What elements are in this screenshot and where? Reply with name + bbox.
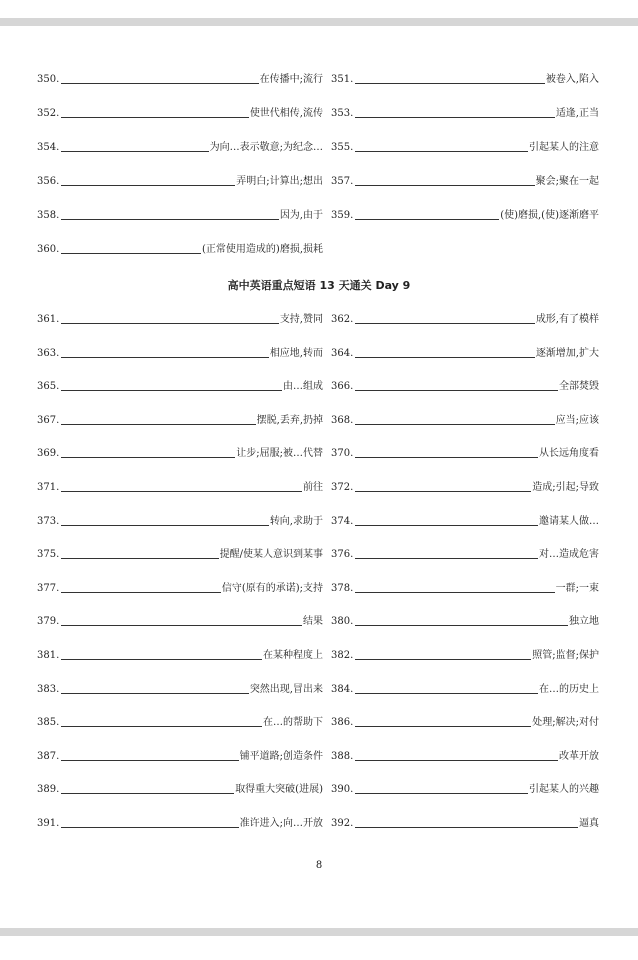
answer-blank-line[interactable] — [355, 726, 531, 727]
item-meaning: 照管;监督;保护 — [532, 650, 599, 661]
item-meaning: 逼真 — [579, 818, 599, 829]
item-number: 389. — [37, 784, 60, 796]
phrase-item — [331, 713, 599, 733]
answer-blank-line[interactable] — [61, 827, 239, 828]
item-number: 382. — [331, 650, 354, 661]
item-meaning: 聚会;聚在一起 — [535, 176, 599, 187]
item-meaning: 一群;一束 — [555, 582, 599, 594]
answer-blank-line[interactable] — [355, 151, 528, 152]
item-number: 379. — [37, 616, 60, 628]
item-meaning: 摆脱,丢弃,扔掉 — [256, 414, 323, 426]
answer-blank-line[interactable] — [355, 323, 535, 324]
item-meaning: 取得重大突破(进展) — [235, 784, 323, 796]
item-number: 364. — [331, 347, 354, 359]
item-number: 354. — [37, 142, 60, 153]
phrase-item — [331, 310, 599, 330]
phrase-item — [331, 70, 599, 90]
item-meaning: 让步;屈服;被…代替 — [236, 448, 323, 460]
answer-blank-line[interactable] — [355, 357, 535, 358]
answer-blank-line[interactable] — [355, 457, 538, 458]
item-meaning: 应当;应该 — [555, 414, 599, 426]
item-number: 350. — [37, 74, 60, 85]
answer-blank-line[interactable] — [355, 592, 555, 593]
phrase-item — [331, 545, 599, 565]
item-meaning: 因为,由于 — [279, 210, 323, 221]
phrase-item — [37, 713, 323, 733]
item-number: 383. — [37, 683, 60, 695]
phrase-item — [37, 138, 323, 158]
item-number: 385. — [37, 717, 60, 729]
answer-blank-line[interactable] — [61, 219, 279, 220]
answer-blank-line[interactable] — [355, 185, 535, 186]
answer-blank-line[interactable] — [355, 491, 531, 492]
item-meaning: 前往 — [303, 482, 323, 493]
item-number: 357. — [331, 176, 354, 187]
item-meaning: 被卷入,陷入 — [545, 74, 599, 85]
answer-blank-line[interactable] — [61, 151, 209, 152]
phrase-item — [37, 344, 323, 364]
item-meaning: 转向,求助于 — [269, 515, 323, 527]
answer-blank-line[interactable] — [61, 357, 269, 358]
phrase-item — [37, 579, 323, 599]
answer-blank-line[interactable] — [355, 693, 538, 694]
item-meaning: 引起某人的注意 — [529, 142, 599, 153]
phrase-item — [37, 310, 323, 330]
answer-blank-line[interactable] — [61, 185, 235, 186]
phrase-item — [37, 747, 323, 767]
item-number: 369. — [37, 448, 60, 460]
bottom-border-bar — [0, 928, 638, 936]
item-meaning: 由…组成 — [283, 381, 323, 393]
item-meaning: (使)磨损,(使)逐渐磨平 — [500, 210, 599, 221]
item-meaning: 为向…表示敬意;为纪念… — [209, 142, 323, 153]
item-meaning: 独立地 — [569, 616, 599, 628]
page-number: 8 — [315, 860, 323, 871]
item-number: 378. — [331, 582, 354, 594]
item-number: 358. — [37, 210, 60, 221]
item-meaning: 邀请某人做… — [539, 515, 599, 527]
item-number: 373. — [37, 515, 60, 527]
item-meaning: 信守(原有的承诺);支持 — [221, 582, 323, 594]
phrase-item — [37, 70, 323, 90]
answer-blank-line[interactable] — [61, 424, 256, 425]
phrase-item — [37, 478, 323, 498]
item-number: 368. — [331, 414, 354, 426]
item-number: 384. — [331, 683, 354, 695]
phrase-item — [331, 344, 599, 364]
answer-blank-line[interactable] — [355, 558, 538, 559]
phrase-item — [37, 545, 323, 565]
item-number: 377. — [37, 582, 60, 594]
phrase-item — [331, 206, 599, 226]
answer-blank-line[interactable] — [61, 659, 262, 660]
answer-blank-line[interactable] — [61, 793, 234, 794]
item-number: 356. — [37, 176, 60, 187]
phrase-item — [37, 612, 323, 632]
phrase-item — [331, 747, 599, 767]
phrase-item — [331, 579, 599, 599]
item-meaning: 适逢,正当 — [555, 108, 599, 119]
answer-blank-line[interactable] — [61, 491, 302, 492]
item-number: 370. — [331, 448, 354, 460]
phrase-item — [331, 646, 599, 666]
phrase-item — [37, 512, 323, 532]
answer-blank-line[interactable] — [61, 390, 282, 391]
section-title: 高中英语重点短语 13 天通关 Day 9 — [227, 279, 411, 292]
item-meaning: 处理;解决;对付 — [532, 717, 599, 729]
item-meaning: 铺平道路;创造条件 — [239, 750, 323, 762]
item-number: 376. — [331, 549, 354, 561]
answer-blank-line[interactable] — [61, 693, 249, 694]
phrase-item — [331, 512, 599, 532]
answer-blank-line[interactable] — [355, 424, 555, 425]
top-border-bar — [0, 18, 638, 26]
item-meaning: (正常使用造成的)磨损,损耗 — [202, 244, 323, 255]
phrase-item — [37, 814, 323, 834]
item-meaning: 在…的帮助下 — [263, 717, 323, 729]
item-number: 386. — [331, 717, 354, 729]
answer-blank-line[interactable] — [355, 83, 545, 84]
answer-blank-line[interactable] — [355, 390, 558, 391]
phrase-item — [37, 444, 323, 464]
answer-blank-line[interactable] — [61, 558, 219, 559]
item-meaning: 改革开放 — [559, 750, 599, 762]
item-meaning: 相应地,转而 — [269, 347, 323, 359]
phrase-item — [331, 377, 599, 397]
answer-blank-line[interactable] — [61, 760, 239, 761]
item-meaning: 结果 — [303, 616, 323, 628]
phrase-item — [331, 612, 599, 632]
answer-blank-line[interactable] — [61, 592, 221, 593]
item-meaning: 弄明白;计算出;想出 — [236, 176, 323, 187]
answer-blank-line[interactable] — [355, 625, 568, 626]
phrase-item — [37, 411, 323, 431]
item-number: 361. — [37, 314, 60, 325]
item-meaning: 突然出现,冒出来 — [249, 683, 323, 695]
item-meaning: 从长远角度看 — [539, 448, 599, 460]
item-number: 381. — [37, 650, 60, 661]
item-number: 353. — [331, 108, 354, 119]
item-number: 363. — [37, 347, 60, 359]
phrase-item — [331, 680, 599, 700]
phrase-item — [331, 104, 599, 124]
item-number: 380. — [331, 616, 354, 628]
item-meaning: 造成;引起;导致 — [532, 482, 599, 493]
answer-blank-line[interactable] — [355, 117, 555, 118]
item-number: 355. — [331, 142, 354, 153]
phrase-item — [331, 780, 599, 800]
item-meaning: 支持,赞同 — [279, 314, 323, 325]
item-number: 367. — [37, 414, 60, 426]
phrase-item — [331, 478, 599, 498]
answer-blank-line[interactable] — [61, 117, 249, 118]
item-number: 375. — [37, 549, 60, 561]
phrase-item — [331, 814, 599, 834]
item-meaning: 准许进入;向…开放 — [239, 818, 323, 829]
answer-blank-line[interactable] — [61, 726, 262, 727]
phrase-item — [331, 172, 599, 192]
phrase-item — [331, 411, 599, 431]
item-number: 366. — [331, 381, 354, 393]
item-number: 390. — [331, 784, 354, 796]
item-meaning: 成形,有了模样 — [535, 314, 599, 325]
phrase-item — [37, 680, 323, 700]
item-meaning: 在某种程度上 — [263, 650, 323, 661]
item-number: 365. — [37, 381, 60, 393]
phrase-item — [331, 444, 599, 464]
item-number: 372. — [331, 482, 354, 493]
item-meaning: 在传播中;流行 — [259, 74, 323, 85]
answer-blank-line[interactable] — [355, 793, 528, 794]
answer-blank-line[interactable] — [61, 625, 302, 626]
answer-blank-line[interactable] — [61, 525, 269, 526]
item-number: 371. — [37, 482, 60, 493]
answer-blank-line[interactable] — [355, 827, 578, 828]
phrase-item — [37, 172, 323, 192]
item-meaning: 在…的历史上 — [539, 683, 599, 695]
item-number: 351. — [331, 74, 354, 85]
answer-blank-line[interactable] — [355, 219, 499, 220]
phrase-item — [37, 240, 323, 260]
phrase-item — [37, 206, 323, 226]
item-meaning: 逐渐增加,扩大 — [535, 347, 599, 359]
answer-blank-line[interactable] — [61, 323, 279, 324]
phrase-item — [37, 377, 323, 397]
item-number: 391. — [37, 818, 60, 829]
item-meaning: 引起某人的兴趣 — [529, 784, 599, 796]
item-meaning: 使世代相传,流传 — [249, 108, 323, 119]
phrase-item — [37, 780, 323, 800]
item-meaning: 提醒/使某人意识到某事 — [219, 549, 323, 561]
item-number: 392. — [331, 818, 354, 829]
item-number: 374. — [331, 515, 354, 527]
answer-blank-line[interactable] — [61, 83, 259, 84]
item-meaning: 全部焚毁 — [559, 381, 599, 393]
answer-blank-line[interactable] — [355, 659, 531, 660]
phrase-item — [331, 138, 599, 158]
answer-blank-line[interactable] — [355, 760, 558, 761]
answer-blank-line[interactable] — [61, 457, 235, 458]
item-number: 388. — [331, 750, 354, 762]
item-number: 352. — [37, 108, 60, 119]
item-number: 360. — [37, 244, 60, 255]
item-number: 387. — [37, 750, 60, 762]
phrase-item — [37, 104, 323, 124]
phrase-item — [37, 646, 323, 666]
item-number: 359. — [331, 210, 354, 221]
item-number: 362. — [331, 314, 354, 325]
answer-blank-line[interactable] — [61, 253, 201, 254]
item-meaning: 对…造成危害 — [539, 549, 599, 561]
answer-blank-line[interactable] — [355, 525, 538, 526]
